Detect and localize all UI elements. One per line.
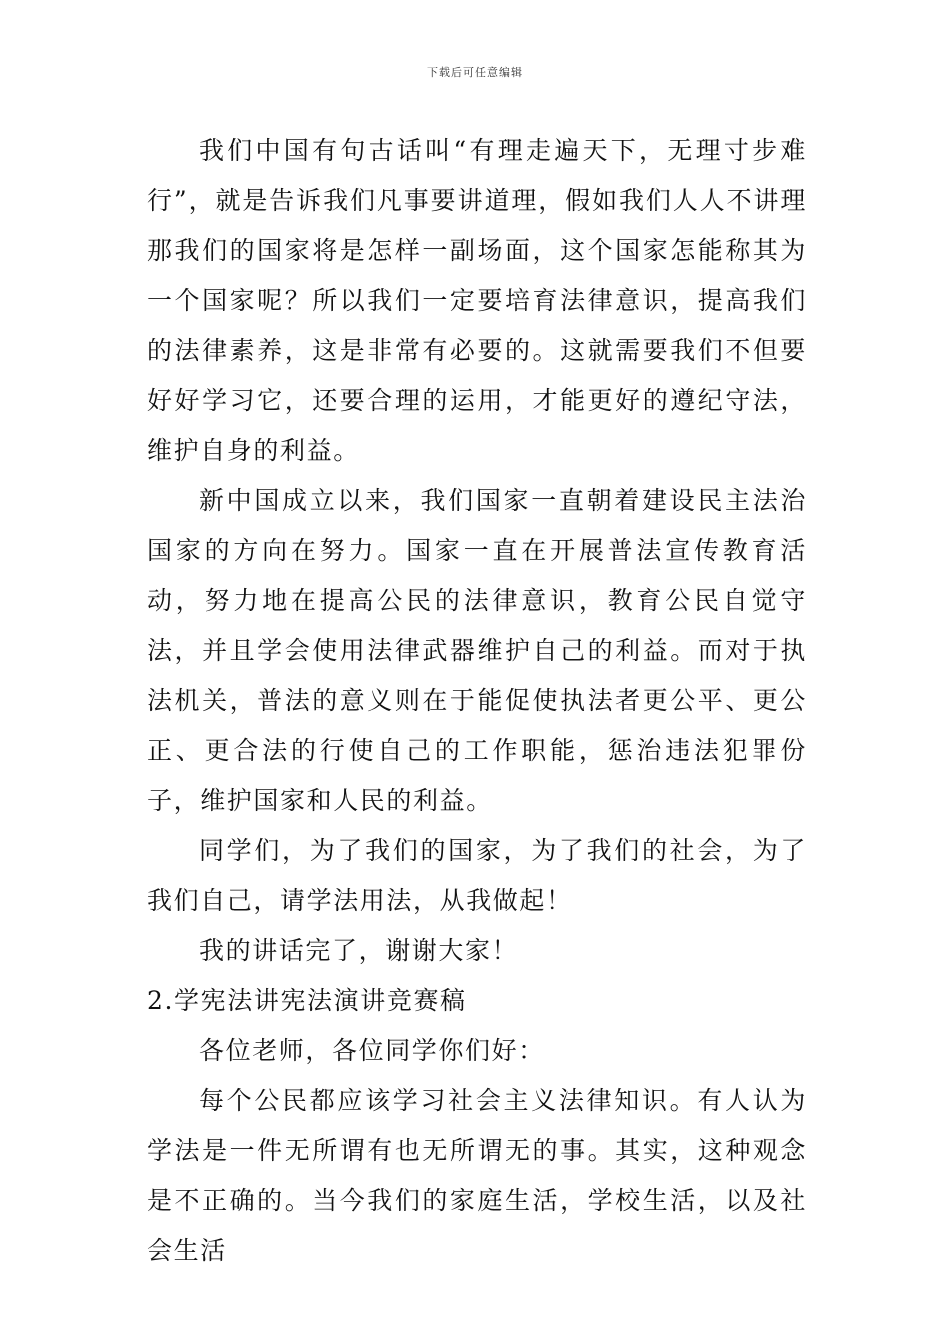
document-body (147, 126, 807, 1276)
section-heading: 2.学宪法讲宪法演讲竞赛稿 (147, 986, 467, 1015)
paragraph-3: 同学们，为了我们的国家，为了我们的社会，为了我们自己，请学法用法，从我做起！ (147, 836, 807, 915)
paragraph-5: 每个公民都应该学习社会主义法律知识。有人认为学法是一件无所谓有也无所谓无的事。其实，这种观念是不正确的。当今我们的家庭生活，学校生活，以及社会生活 (147, 1086, 807, 1265)
paragraph-2: 新中国成立以来，我们国家一直朝着建设民主法治国家的方向在努力。国家一直在开展普法宣传教育活动，努力地在提高公民的法律意识，教育公民自觉守法，并且学会使用法律武器维护自己的利益。而对于执法机关，普法的意义则在于能促使执法者更公平、更公正、更合法的行使自己的工作职能，惩治违法犯罪份子，维护国家和人民的利益。 (147, 486, 807, 815)
paragraph-4: 我的讲话完了，谢谢大家！ (199, 936, 519, 965)
greeting-paragraph: 各位老师，各位同学你们好： (199, 1036, 545, 1065)
page-header: 下载后可任意编辑 (427, 66, 523, 79)
paragraph-1: 我们中国有句古话叫“有理走遍天下，无理寸步难行”，就是告诉我们凡事要讲道理，假如我们人人不讲理那我们的国家将是怎样一副场面，这个国家怎能称其为一个国家呢？所以我们一定要培育法律意识，提高我们的法律素养，这是非常有必要的。这就需要我们不但要好好学习它，还要合理的运用，才能更好的遵纪守法，维护自身的利益。 (147, 136, 807, 465)
